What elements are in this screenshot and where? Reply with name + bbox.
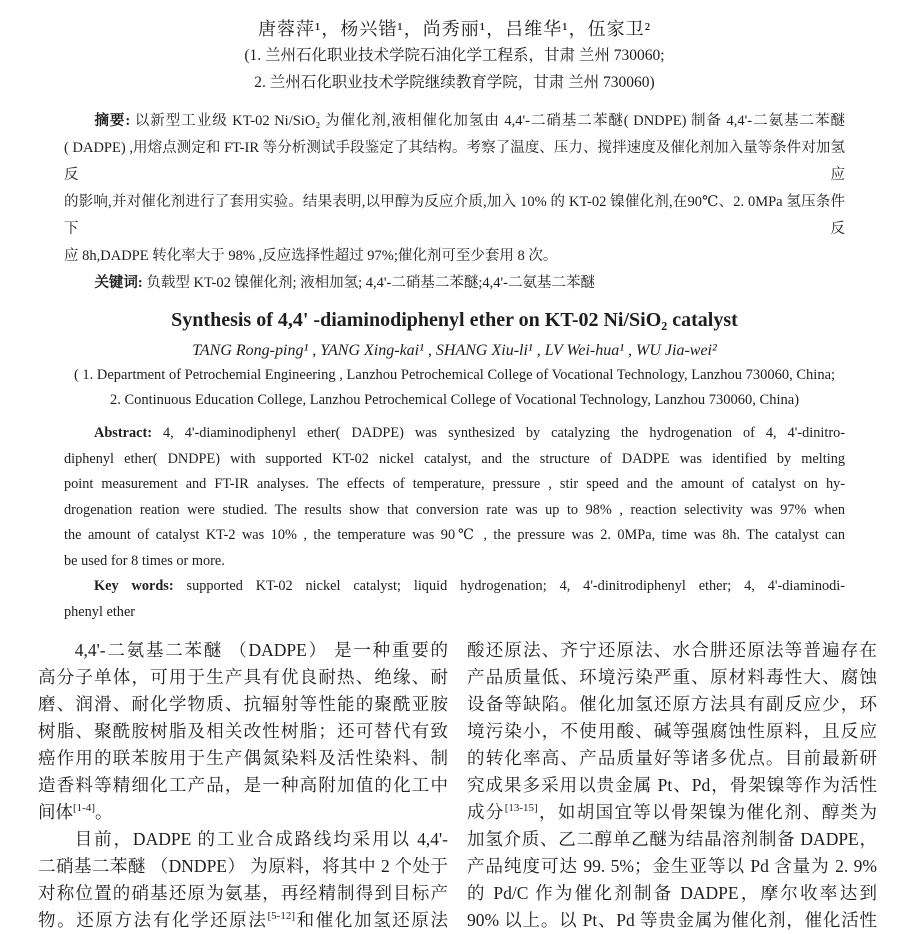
body-text-line: 酸还原法、齐宁还原法、水合肼还原法等普遍存在 <box>467 640 877 660</box>
keywords-en-line-2: phenyl ether <box>64 603 136 620</box>
body-text-line: 二硝基二苯醚 （DNDPE） 为原料，将其中 2 个处于 <box>38 856 448 876</box>
body-text-line: 产品纯度可达 99. 5%；金生亚等以 Pd 含量为 2. 9% <box>467 856 877 876</box>
abstract-en-line <box>64 421 845 447</box>
body-text-line: 产品质量低、环境污染严重、原材料毒性大、腐蚀 <box>467 667 877 687</box>
abstract-en-label: Abstract: <box>94 425 152 441</box>
affiliation-cn-2: 2. 兰州石化职业技术学院继续教育学院，甘肃 兰州 730060) <box>254 74 655 91</box>
body-text: 物。还原方法有化学还原法 <box>38 910 268 930</box>
abstract-cn-text: 以新型工业级 KT-02 Ni/SiO₂ 为催化剂,液相催化加氢由 4,4'-二硝基二苯醚( DNDPE) 制备 4,4'-二氨基二苯醚 <box>134 113 845 129</box>
body-text-line: 高分子单体，可用于生产具有优良耐热、绝缘、耐 <box>38 667 448 687</box>
body-text-line: 癌作用的联苯胺用于生产偶氮染料及活性染料、制 <box>38 748 448 768</box>
abstract-en-line: the amount of catalyst KT-2 was 10% , the temperature was 90℃ , the pressure was 2. 0MPa, time was 8h. The catalyst can <box>64 527 845 543</box>
abstract-en-line: drogenation reation were studied. The results show that conversion rate was up to 98% , reaction selectivity was 97% when <box>64 501 845 518</box>
abstract-en-line: point measurement and FT-IR analyses. The effects of temperature, pressure , stir speed and the amount of catalyst on hy- <box>64 476 845 492</box>
affiliation-cn-1: (1. 兰州石化职业技术学院石油化学工程系，甘肃 兰州 730060; <box>244 47 665 64</box>
keywords-cn-label: 关键词: <box>94 275 143 291</box>
abstract-en-line: be used for 8 times or more. <box>64 552 225 569</box>
citation-ref: [1-4] <box>73 802 95 815</box>
body-text-line: 目前，DADPE 的工业合成路线均采用以 4,4'- <box>74 829 448 849</box>
authors-line-cn: 唐蓉萍¹，杨兴锴¹，尚秀丽¹，吕维华¹，伍家卫² <box>258 19 651 39</box>
body-text-line: 加氢介质、乙二醇单乙醚为结晶溶剂制备 DADPE， <box>467 829 877 849</box>
affiliation-en-2: 2. Continuous Education College, Lanzhou Petrochemical College of Vocational Technology, Lanzhou 730060, China) <box>109 392 800 408</box>
citation-ref: [5-12] <box>267 910 295 923</box>
body-text-line: 磨、润滑、耐化学物质、抗辐射等性能的聚酰亚胺 <box>38 694 448 714</box>
body-text-line: 设备等缺陷。催化加氢还原方法具有副反应少，环 <box>467 694 877 714</box>
body-text-line <box>467 799 877 826</box>
body-text: 。 <box>95 802 113 822</box>
abstract-cn-block <box>64 108 845 297</box>
body-text-line: 造香料等精细化工产品，是一种高附加值的化工中 <box>38 775 448 795</box>
keywords-en-text: supported KT-02 nickel catalyst; liquid hydrogenation; 4, 4'-dinitrodiphenyl ether; 4, 4'-diaminodi- <box>186 578 845 594</box>
keywords-en-line <box>64 574 845 600</box>
body-text: 和催化加氢还原法 <box>295 910 448 930</box>
body-text-line <box>38 907 448 934</box>
abstract-cn-line <box>64 108 845 135</box>
body-text-line: 90% 以上。以 Pt、Pd 等贵金属为催化剂，催化活性 <box>467 910 877 930</box>
keywords-en-label: Key words: <box>94 578 174 594</box>
body-columns <box>38 637 877 934</box>
body-text: 间体 <box>38 802 73 822</box>
body-left-column <box>38 637 448 934</box>
body-text-line: 的转化率高、产品质量好等诸多优点。目前最新研 <box>467 748 877 768</box>
body-text: 成分 <box>467 802 505 822</box>
citation-ref: [13-15] <box>504 802 538 815</box>
keywords-cn-line <box>64 270 845 297</box>
body-text-line: 对称位置的硝基还原为氨基，再经精制得到目标产 <box>38 883 448 903</box>
body-text: ，如胡国宜等以骨架镍为催化剂、醇类为 <box>537 802 878 822</box>
authors-line-en: TANG Rong-ping¹ , YANG Xing-kai¹ , SHANG Xiu-li¹ , LV Wei-hua¹ , WU Jia-wei² <box>192 342 717 359</box>
body-text-line: 境污染小，不使用酸、碱等强腐蚀性原料，且反应 <box>467 721 877 741</box>
abstract-en-block <box>64 421 845 625</box>
abstract-cn-line: 的影响,并对催化剂进行了套用实验。结果表明,以甲醇为反应介质,加入 10% 的 KT-02 镍催化剂,在90℃、2. 0MPa 氢压条件下反 <box>64 194 845 237</box>
body-text-line: 树脂、聚酰胺树脂及相关改性树脂；还可替代有致 <box>38 721 448 741</box>
body-text-line: 究成果多采用以贵金属 Pt、Pd，骨架镍等作为活性 <box>467 775 877 795</box>
body-right-column <box>467 637 877 934</box>
body-text-line: 4,4'-二氨基二苯醚 （DADPE） 是一种重要的 <box>74 640 448 660</box>
abstract-cn-line: ( DADPE) ,用熔点测定和 FT-IR 等分析测试手段鉴定了其结构。考察了温度、压力、搅拌速度及催化剂加入量等条件对加氢反应 <box>64 140 845 183</box>
paper-title-en: Synthesis of 4,4' -diaminodiphenyl ether on KT-02 Ni/SiO₂ catalyst <box>171 309 738 331</box>
body-text-line: 的 Pd/C 作为催化剂制备 DADPE，摩尔收率达到 <box>467 883 877 903</box>
abstract-cn-label: 摘要: <box>94 113 131 129</box>
affiliation-en-1: ( 1. Department of Petrochemial Engineering , Lanzhou Petrochemical College of Vocational Technology, Lanzhou 730060, China; <box>73 367 836 383</box>
abstract-cn-line: 应 8h,DADPE 转化率大于 98% ,反应选择性超过 97%;催化剂可至少套用 8 次。 <box>64 248 558 264</box>
keywords-cn-text: 负载型 KT-02 镍催化剂; 液相加氢; 4,4'-二硝基二苯醚;4,4'-二氨基二苯醚 <box>146 275 595 291</box>
body-text-line <box>38 799 448 826</box>
abstract-en-line: diphenyl ether( DNDPE) with supported KT-02 nickel catalyst, and the structure of DADPE was identified by melting <box>64 450 845 467</box>
abstract-en-text: 4, 4'-diaminodiphenyl ether( DADPE) was synthesized by catalyzing the hydrogenation of 4, 4'-dinitro- <box>163 425 845 441</box>
